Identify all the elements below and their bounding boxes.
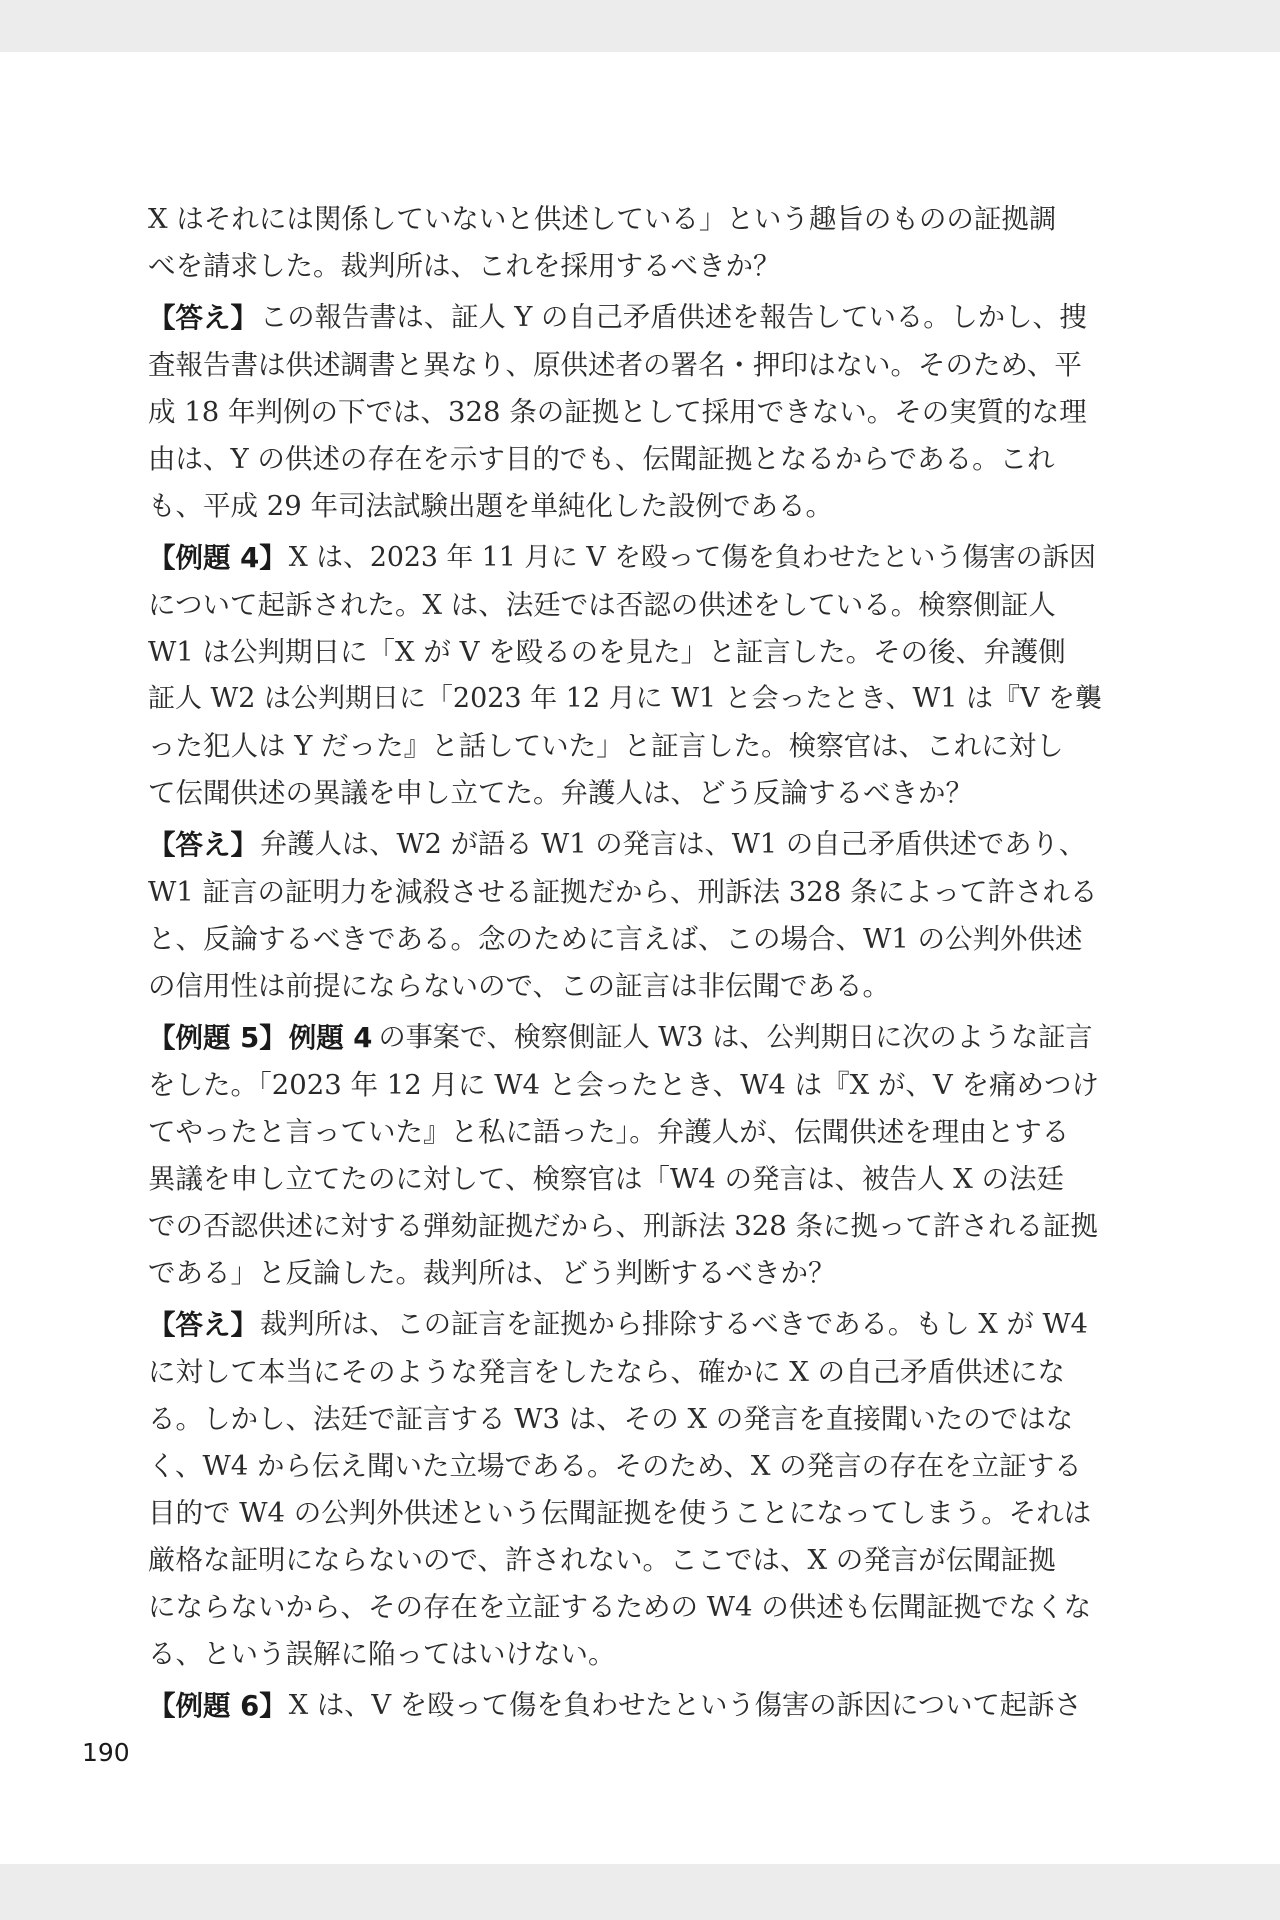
section-label: 【答え】	[148, 1309, 258, 1341]
text-line	[148, 770, 1102, 817]
line-text: X は、2023 年 11 月に V を殴って傷を負わせたという傷害の訴因	[288, 542, 1096, 573]
text-line	[148, 1250, 1102, 1297]
line-text: と、反論するべきである。念のために言えば、この場合、W1 の公判外供述	[148, 923, 1083, 955]
text-line	[148, 1490, 1102, 1537]
text-line	[148, 1584, 1102, 1631]
line-text: に対して本当にそのような発言をしたなら、確かに X の自己矛盾供述にな	[148, 1356, 1066, 1388]
line-text: 由は、Y の供述の存在を示す目的でも、伝聞証拠となるからである。これ	[148, 443, 1055, 475]
section-label: 【答え】	[148, 829, 258, 861]
line-text: る、という誤解に陥ってはいけない。	[148, 1638, 616, 1670]
text-line	[148, 1396, 1102, 1443]
text-line	[148, 1156, 1102, 1203]
text-line	[148, 963, 1102, 1010]
line-text: も、平成 29 年司法試験出題を単純化した設例である。	[148, 490, 833, 522]
line-text: の信用性は前提にならないので、この証言は非伝聞である。	[148, 970, 890, 1002]
line-text: 証人 W2 は公判期日に「2023 年 12 月に W1 と会ったとき、W1 は『V を襲	[148, 683, 1102, 714]
section-label: 【答え】	[148, 302, 258, 334]
line-text: 異議を申し立てたのに対して、検察官は「W4 の発言は、被告人 X の法廷	[148, 1163, 1065, 1195]
viewer-top-band	[0, 0, 1280, 52]
section-label: 【例題 4】	[148, 542, 287, 574]
text-line	[148, 196, 1102, 243]
line-text: である」と反論した。裁判所は、どう判断するべきか？	[148, 1257, 836, 1289]
text-line	[148, 389, 1102, 436]
paragraph-start-line	[148, 535, 1102, 582]
line-text: について起訴された。X は、法廷では否認の供述をしている。検察側証人	[148, 589, 1056, 621]
text-line	[148, 436, 1102, 483]
line-text: W1 証言の証明力を減殺させる証拠だから、刑訴法 328 条によって許される	[148, 876, 1098, 908]
text-line	[148, 723, 1102, 770]
paragraph-start-line	[148, 822, 1102, 869]
line-text: X は、V を殴って傷を負わせたという傷害の訴因について起訴さ	[288, 1690, 1082, 1721]
text-line	[148, 1349, 1102, 1396]
line-text: 目的で W4 の公判外供述という伝聞証拠を使うことになってしまう。それは	[148, 1497, 1092, 1529]
paragraph-start-line	[148, 1302, 1102, 1349]
page-number: 190	[82, 1738, 130, 1767]
inline-bold-reference: 例題 4	[288, 1022, 373, 1054]
text-line	[148, 483, 1102, 530]
line-text: べを請求した。裁判所は、これを採用するべきか？	[148, 250, 781, 282]
text-line	[148, 582, 1102, 629]
line-text: った犯人は Y だった』と話していた」と証言した。検察官は、これに対し	[148, 730, 1064, 762]
text-line	[148, 916, 1102, 963]
text-line	[148, 1443, 1102, 1490]
viewer-bottom-band	[0, 1864, 1280, 1920]
line-text: 裁判所は、この証言を証拠から排除するべきである。もし X が W4	[260, 1309, 1088, 1340]
line-text: 厳格な証明にならないので、許されない。ここでは、X の発言が伝聞証拠	[148, 1544, 1056, 1576]
text-line	[148, 1203, 1102, 1250]
text-line	[148, 1537, 1102, 1584]
text-line	[148, 1062, 1102, 1109]
line-text: W1 は公判期日に「X が V を殴るのを見た」と証言した。その後、弁護側	[148, 636, 1066, 668]
section-label: 【例題 5】	[148, 1022, 287, 1054]
section-label: 【例題 6】	[148, 1690, 287, 1722]
line-text: 査報告書は供述調書と異なり、原供述者の署名・押印はない。そのため、平	[148, 349, 1082, 381]
text-line	[148, 869, 1102, 916]
line-text: 成 18 年判例の下では、328 条の証拠として採用できない。その実質的な理	[148, 396, 1087, 428]
body-text	[148, 196, 1102, 1730]
paragraph-start-line	[148, 1683, 1102, 1730]
text-line	[148, 243, 1102, 290]
text-line	[148, 1109, 1102, 1156]
line-text: の事案で、検察側証人 W3 は、公判期日に次のような証言	[378, 1022, 1093, 1053]
text-line	[148, 676, 1102, 723]
text-line	[148, 629, 1102, 676]
line-text: る。しかし、法廷で証言する W3 は、その X の発言を直接聞いたのではな	[148, 1403, 1074, 1435]
line-text: をした。「2023 年 12 月に W4 と会ったとき、W4 は『X が、V を痛めつけ	[148, 1069, 1100, 1101]
paragraph-start-line	[148, 1015, 1102, 1062]
line-text: て伝聞供述の異議を申し立てた。弁護人は、どう反論するべきか？	[148, 777, 973, 809]
line-text: この報告書は、証人 Y の自己矛盾供述を報告している。しかし、捜	[260, 302, 1087, 333]
line-text: 弁護人は、W2 が語る W1 の発言は、W1 の自己矛盾供述であり、	[260, 829, 1087, 860]
text-line	[148, 342, 1102, 389]
line-text: く、W4 から伝え聞いた立場である。そのため、X の発言の存在を立証する	[148, 1450, 1082, 1482]
line-text: での否認供述に対する弾劾証拠だから、刑訴法 328 条に拠って許される証拠	[148, 1210, 1098, 1242]
text-line	[148, 1631, 1102, 1678]
paragraph-start-line	[148, 295, 1102, 342]
line-text: にならないから、その存在を立証するための W4 の供述も伝聞証拠でなくな	[148, 1591, 1092, 1623]
line-text: てやったと言っていた』と私に語った」。弁護人が、伝聞供述を理由とする	[148, 1116, 1070, 1148]
line-text: X はそれには関係していないと供述している」という趣旨のものの証拠調	[148, 203, 1057, 235]
